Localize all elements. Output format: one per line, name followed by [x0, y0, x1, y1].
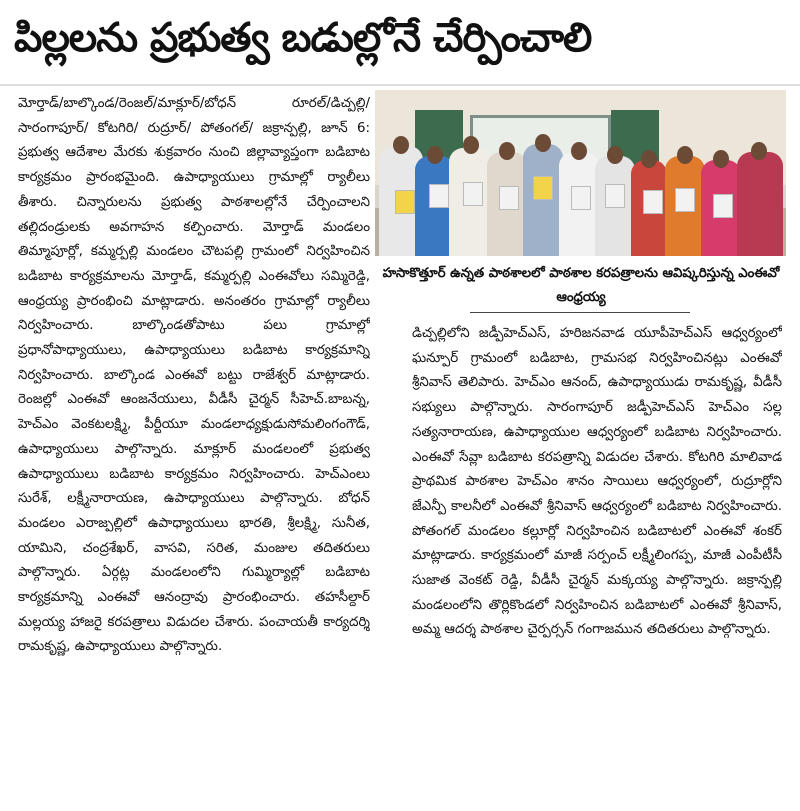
caption-underline [470, 312, 690, 313]
photo-person [737, 152, 783, 256]
photo-person-head [463, 136, 479, 154]
photo-person-head [677, 146, 693, 164]
photo-leaflet [395, 190, 415, 214]
right-column-text: డిచ్పల్లిలోని జడ్పీహెచ్ఎస్, హరిజనవాడ యూపీహెచ్ఎస్ ఆధ్వర్యంలో ఘన్పూర్ గ్రామంలో బడిబాట, గ్రామసభ నిర్వహించినట్లు ఎంఈవో శ్రీనివాస్ తెలిపారు. హెచ్ఎం ఆనంద్, ఉపాధ్యాయుడు రామకృష్ణ, వీడీసీ సభ్యులు పాల్గొన్నారు. సారంగాపూర్ జడ్పీహెచ్ఎస్ హెచ్ఎం సల్ల సత్యనారాయణ, ఉపాధ్యాయుల ఆధ్వర్యంలో బడిబాట నిర్వహించారు. ఎంఈవో సేవ్లా బడిబాట కరపత్రాన్ని విడుదల చేశారు. కోటగిరి మాలివాడ ప్రాథమిక పాఠశాల హెచ్ఎం శానం సాయిలు ఆధ్వర్యంలో, రుద్రూర్లోని జేఎన్పీ కాలనీలో ఎంఈవో శ్రీనివాస్ ఆధ్వర్యంలో బడిబాట నిర్వహించారు. పోతంగల్ మండలం కల్లూర్లో నిర్వహించిన బడిబాటలో ఎంఈవో శంకర్ మాట్లాడారు. కార్యక్రమంలో మాజీ సర్పంచ్ లక్ష్మీలింగప్ప, మాజీ ఎంపీటీసీ సుజాత వెంకట్ రెడ్డి, వీడీసీ చైర్మన్ మక్కయ్య పాల్గొన్నారు. జక్రాన్పల్లి మండలంలోని తొర్లికొండలో నిర్వహించిన బడిబాటలో ఎంఈవో శ్రీనివాస్, అమ్మ ఆదర్శ పాఠశాల చైర్పర్సన్ గంగాజమున తదితరులు పాల్గొన్నారు. [412, 326, 782, 638]
photo-leaflet [713, 194, 733, 218]
photo-leaflet [463, 182, 483, 206]
photo-leaflet [499, 186, 519, 210]
photo-caption: హసాకొత్తూర్ ఉన్నత పాఠశాలలో పాఠశాల కరపత్రాలను ఆవిష్కరిస్తున్న ఎంఈవో ఆంధ్రయ్య [382, 266, 780, 305]
photo-leaflet [643, 190, 663, 214]
photo-person-head [499, 142, 515, 160]
photo-person-head [393, 136, 409, 154]
photo-person-head [607, 146, 623, 164]
headline-divider [0, 84, 800, 86]
photo-person-head [571, 142, 587, 160]
photo-leaflet [605, 184, 625, 208]
photo-person-head [751, 142, 767, 160]
photo-leaflet [571, 186, 591, 210]
photo-leaflet [533, 176, 553, 200]
headline: పిల్లలను ప్రభుత్వ బడుల్లోనే చేర్పించాలి [14, 15, 592, 61]
left-column-text: మోర్తాడ్/బాల్కొండ/రెంజల్/మాక్లూర్/బోధన్ రూరల్/డిచ్పల్లి/ సారంగాపూర్/ కోటగిరి/ రుద్రూర్/ పోతంగల్/ జక్రాన్పల్లి, జూన్ 6: ప్రభుత్వ ఆదేశాల మేరకు శుక్రవారం నుంచి జిల్లావ్యాప్తంగా బడిబాట కార్యక్రమం ప్రారంభమైంది. ఉపాధ్యాయులు గ్రామాల్లో ర్యాలీలు తీశారు. చిన్నారులను ప్రభుత్వ పాఠశాలల్లోనే చేర్పించాలని తల్లిదండ్రులకు అవగాహన కల్పించారు. మోర్తాడ్ మండలం తిమ్మాపూర్లో, కమ్మర్పల్లి మండలం చౌటపల్లి గ్రామంలో నిర్వహించిన బడిబాట కార్యక్రమాలను మోర్తాడ్, కమ్మర్పల్లి ఎంఈవోలు సమ్మిరెడ్డి, ఆంధ్రయ్య ప్రారంభించి మాట్లాడారు. అనంతరం గ్రామాల్లో ర్యాలీలు నిర్వహించారు. బాల్కొండతోపాటు పలు గ్రామాల్లో ప్రధానోపాధ్యాయులు, ఉపాధ్యాయులు బడిబాట కార్యక్రమాన్ని నిర్వహించారు. బాల్కొండ ఎంఈవో బట్టు రాజేశ్వర్ మాట్లాడారు. రెంజల్లో ఎంఈవో ఆంజనేయులు, వీడీసీ చైర్మన్ సీహెచ్.బాబన్న, హెచ్ఎం వెంకటలక్ష్మి, పీర్టీయూ మండలాధ్యక్షుడుసోమలింగంగౌడ్, ఉపాధ్యాయులు పాల్గొన్నారు. మాక్లూర్ మండలంలో ప్రభుత్వ ఉపాధ్యాయులు బడిబాట కార్యక్రమం నిర్వహించారు. హెచ్ఎంలు సురేశ్, లక్ష్మీనారాయణ, ఉపాధ్యాయులు పాల్గొన్నారు. బోధన్ మండలం ఎరాజ్పల్లిలో ఉపాధ్యాయులు భారతి, శ్రీలక్ష్మి, సునీత, యామిని, చంద్రశేఖర్, వాసవి, సరిత, మంజుల తదితరులు పాల్గొన్నారు. ఏర్గట్ల మండలంలోని గుమ్మిర్యాల్లో బడిబాట కార్యక్రమాన్ని ఎంఈవో ఆనంద్రావు ప్రారంభించారు. తహసీల్దార్ మల్లయ్య హాజరై కరపత్రాలు విడుదల చేశారు. పంచాయతీ కార్యదర్శి రామకృష్ణ, ఉపాధ్యాయులు పాల్గొన్నారు. [18, 96, 370, 655]
photo-person-head [713, 150, 729, 168]
photo-person-head [427, 146, 443, 164]
photo-person-head [641, 150, 657, 168]
news-photo [375, 90, 786, 256]
photo-leaflet [429, 184, 449, 208]
photo-person [523, 144, 563, 256]
article-left-column [18, 92, 370, 757]
photo-person-head [535, 134, 551, 152]
photo-leaflet [675, 188, 695, 212]
article-right-column [412, 322, 782, 757]
